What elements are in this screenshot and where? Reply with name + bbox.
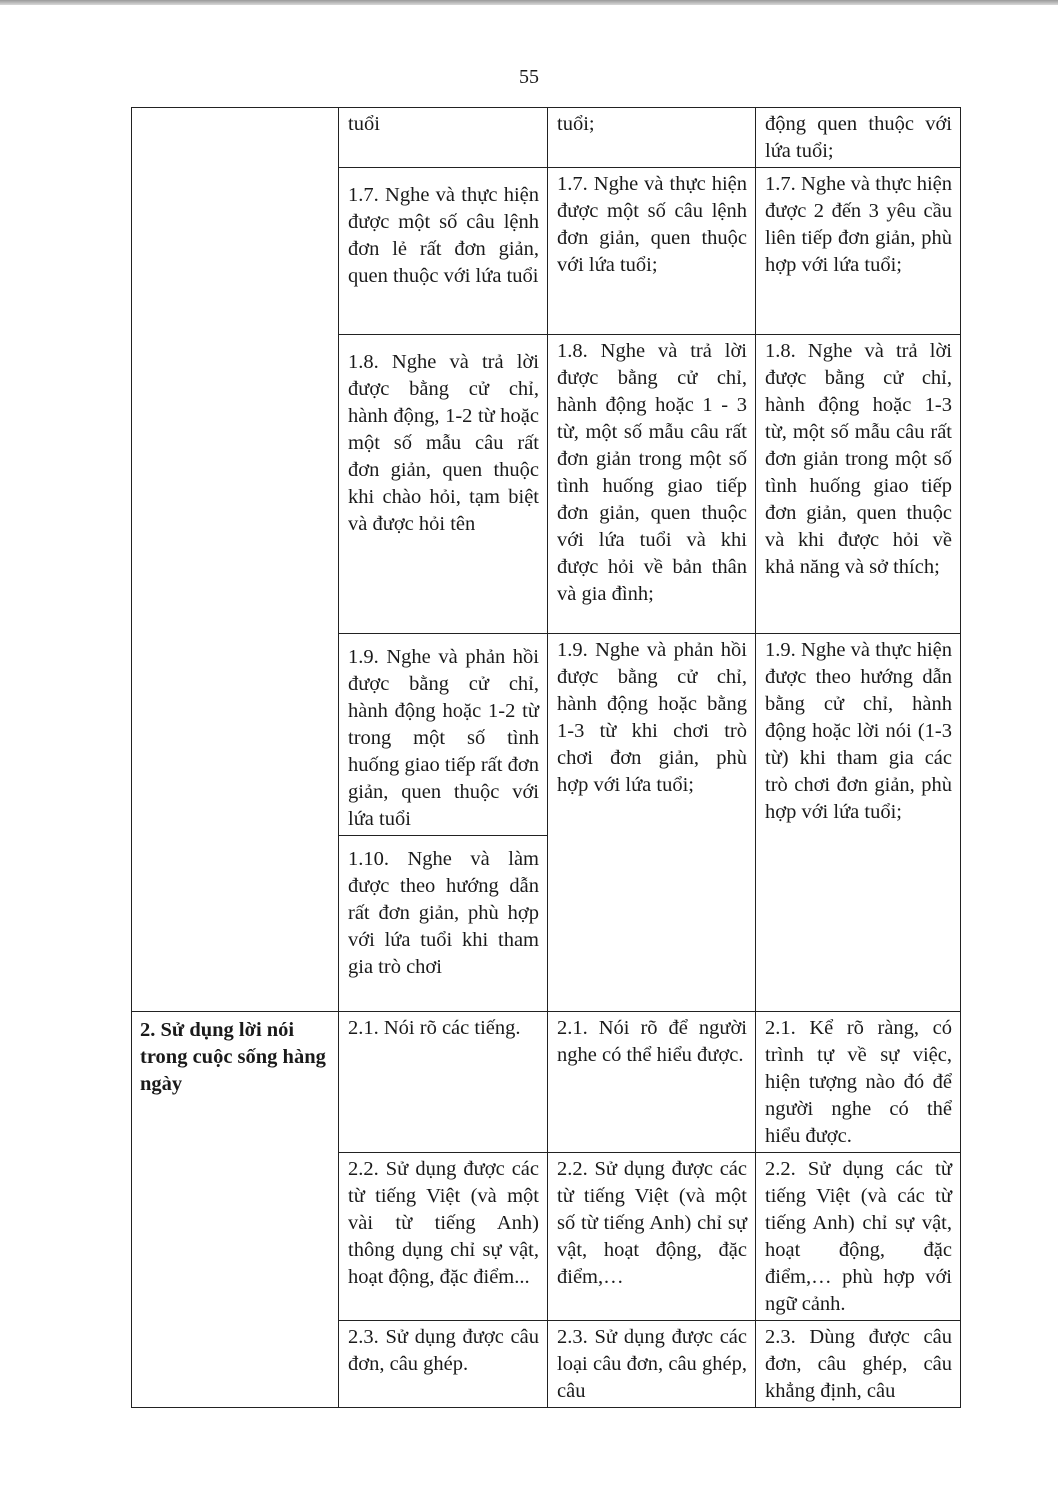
table-cell: 1.8. Nghe và trả lời được bằng cử chỉ, hành động hoặc 1 - 3 từ, một số mẫu câu rất đơn giản trong một số tình huống giao tiếp đơn giản, quen thuộc với lứa tuổi và khi được hỏi về bản thân và gia đình;: [548, 335, 756, 634]
table-cell: 2.2. Sử dụng các từ tiếng Việt (và các từ tiếng Anh) chỉ sự vật, hoạt động, đặc điểm,… phù hợp với ngữ cảnh.: [756, 1153, 961, 1321]
table-cell: 2.3. Sử dụng được câu đơn, câu ghép.: [339, 1321, 548, 1408]
table-cell: tuổi: [339, 108, 548, 168]
table-cell: 2.1. Nói rõ các tiếng.: [339, 1012, 548, 1153]
table-cell: 1.9. Nghe và thực hiện được theo hướng dẫn bằng cử chỉ, hành động hoặc lời nói (1-3 từ) khi tham gia các trò chơi đơn giản, phù hợp với lứa tuổi;: [756, 634, 961, 1012]
table-cell: 1.7. Nghe và thực hiện được 2 đến 3 yêu cầu liên tiếp đơn giản, phù hợp với lứa tuổi;: [756, 168, 961, 335]
table-cell: 2.1. Nói rõ để người nghe có thể hiểu được.: [548, 1012, 756, 1153]
standards-table: [131, 107, 961, 1408]
area-cell: 2. Sử dụng lời nói trong cuộc sống hàng ngày: [132, 1012, 339, 1408]
table-cell: 2.2. Sử dụng được các từ tiếng Việt (và một số từ tiếng Anh) chỉ sự vật, hoạt động, đặc điểm,…: [548, 1153, 756, 1321]
table-cell: 2.3. Dùng được câu đơn, câu ghép, câu khẳng định, câu: [756, 1321, 961, 1408]
table-cell: động quen thuộc với lứa tuổi;: [756, 108, 961, 168]
table-cell: 2.2. Sử dụng được các từ tiếng Việt (và một vài từ tiếng Anh) thông dụng chỉ sự vật, hoạt động, đặc điểm...: [339, 1153, 548, 1321]
table-cell: 1.8. Nghe và trả lời được bằng cử chỉ, hành động, 1-2 từ hoặc một số mẫu câu rất đơn giản, quen thuộc khi chào hỏi, tạm biệt và được hỏi tên: [339, 335, 548, 634]
area-cell: [132, 108, 339, 1012]
table-cell: 1.7. Nghe và thực hiện được một số câu lệnh đơn lẻ rất đơn giản, quen thuộc với lứa tuổi: [339, 168, 548, 335]
table-cell: 1.10. Nghe và làm được theo hướng dẫn rất đơn giản, phù hợp với lứa tuổi khi tham gia trò chơi: [339, 836, 548, 1012]
table-cell: 1.7. Nghe và thực hiện được một số câu lệnh đơn giản, quen thuộc với lứa tuổi;: [548, 168, 756, 335]
page-number: 55: [519, 66, 539, 88]
table-cell: 1.8. Nghe và trả lời được bằng cử chỉ, hành động hoặc 1-3 từ, một số mẫu câu rất đơn giản trong một số tình huống giao tiếp đơn giản, quen thuộc và khi được hỏi về khả năng và sở thích;: [756, 335, 961, 634]
table-row: [132, 1012, 961, 1153]
table-cell: 2.3. Sử dụng được các loại câu đơn, câu ghép, câu: [548, 1321, 756, 1408]
table-cell: 1.9. Nghe và phản hồi được bằng cử chỉ, hành động hoặc 1-2 từ trong một số tình huống giao tiếp rất đơn giản, quen thuộc với lứa tuổi: [339, 634, 548, 836]
scan-edge: [0, 0, 1058, 5]
table-cell: tuổi;: [548, 108, 756, 168]
table-row: [132, 108, 961, 168]
table-cell: 1.9. Nghe và phản hồi được bằng cử chỉ, hành động hoặc bằng 1-3 từ khi chơi trò chơi đơn giản, phù hợp với lứa tuổi;: [548, 634, 756, 1012]
table-cell: 2.1. Kể rõ ràng, có trình tự về sự việc, hiện tượng nào đó để người nghe có thể hiểu được.: [756, 1012, 961, 1153]
